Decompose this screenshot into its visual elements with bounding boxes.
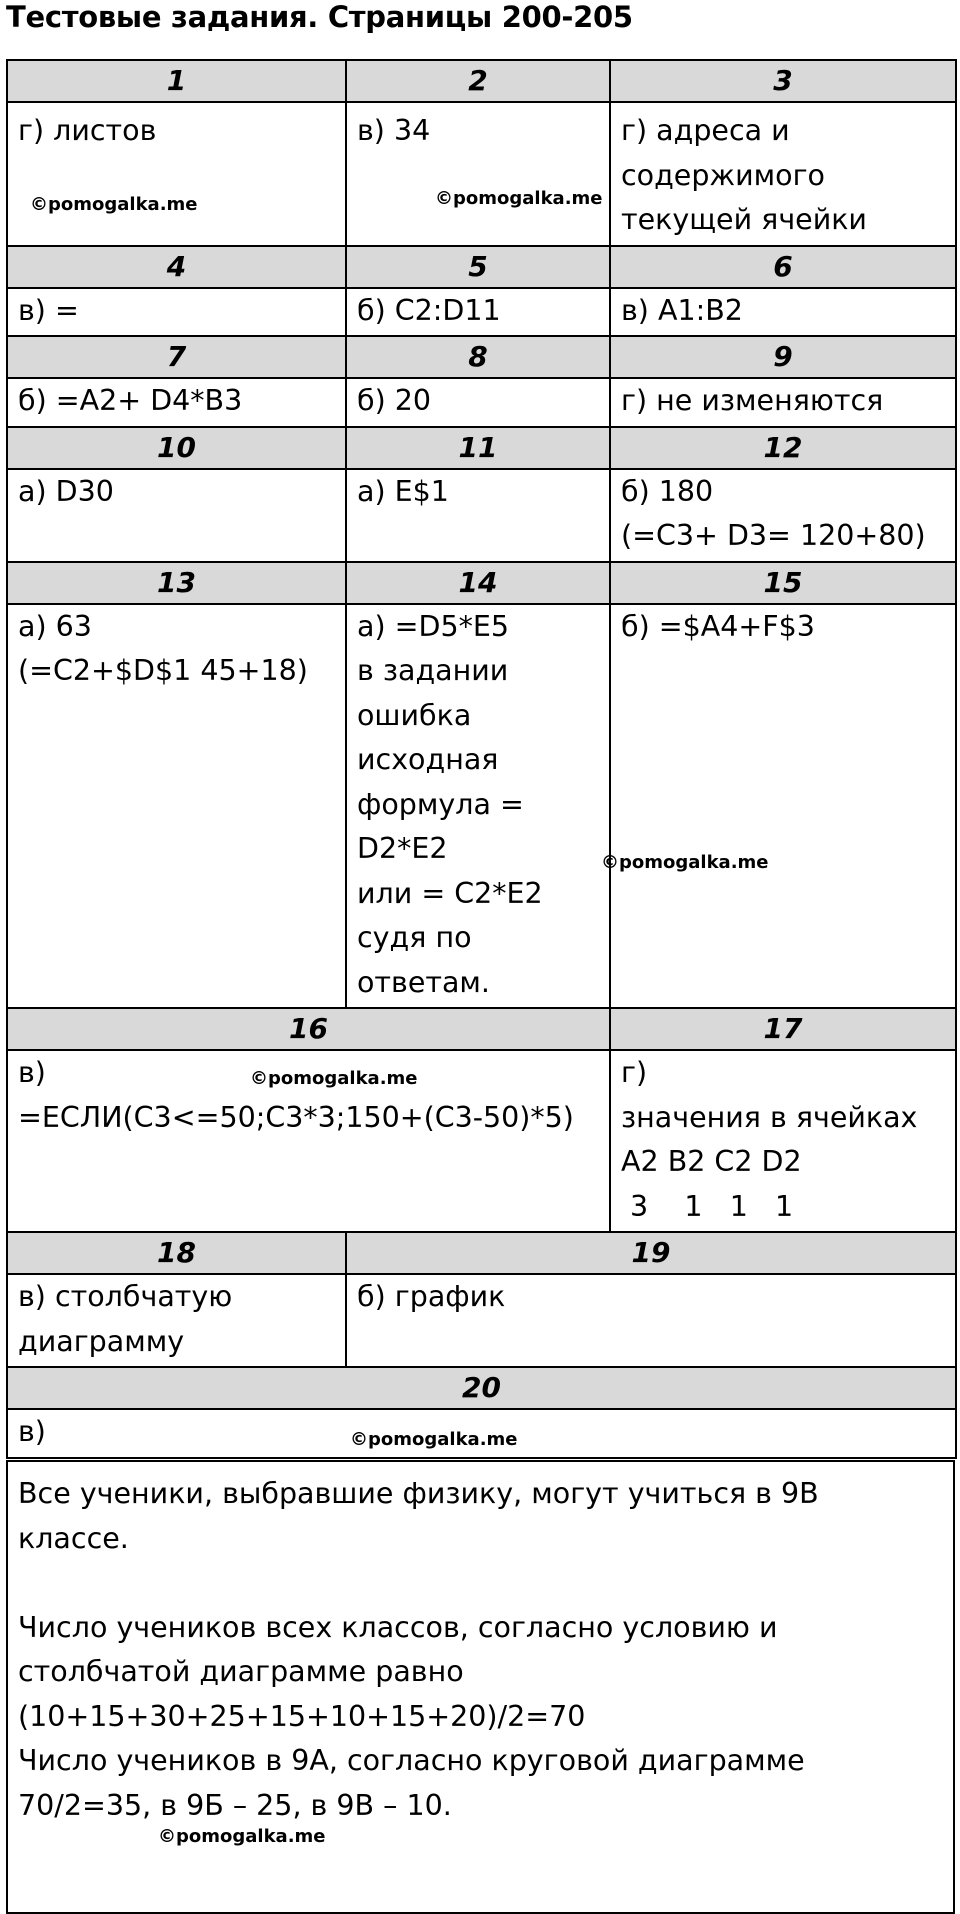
explanation-line: столбчатой диаграмме равно [18, 1655, 464, 1688]
answer-cell: б) =$А4+F$3 ©pomogalka.me [610, 604, 956, 1009]
header-row [7, 60, 956, 102]
question-number: 15 [610, 562, 956, 604]
answer-cell: а) D30 [7, 469, 346, 562]
answer-cell: а) =D5*E5 в задании ошибка исходная формула = D2*E2 или = C2*E2 судя по ответам. [346, 604, 610, 1009]
answer-cell: г) не изменяются [610, 378, 956, 427]
answer-cell: а) Е$1 [346, 469, 610, 562]
header-row [7, 1367, 956, 1409]
answer-cell: в) =ЕСЛИ(С3<=50;С3*3;150+(С3-50)*5) ©pomogalka.me [7, 1050, 610, 1232]
header-row [7, 427, 956, 469]
page-title: Тестовые задания. Страницы 200-205 [6, 0, 633, 34]
answer-cell: г) адреса и содержимого текущей ячейки [610, 102, 956, 246]
answer-cell: б) =А2+ D4*В3 [7, 378, 346, 427]
explanation-line: (10+15+30+25+15+10+15+20)/2=70 [18, 1699, 586, 1733]
answer-cell: в) = [7, 288, 346, 337]
answer-cell: б) 20 [346, 378, 610, 427]
question-number: 10 [7, 427, 346, 469]
answer-cell: б) 180 (=С3+ D3= 120+80) [610, 469, 956, 562]
question-number: 5 [346, 246, 610, 288]
explanation-line: Число учеников всех классов, согласно условию и [18, 1610, 778, 1644]
question-number: 4 [7, 246, 346, 288]
answer-cell: а) 63 (=С2+$D$1 45+18) [7, 604, 346, 1009]
explanation-text [18, 1472, 819, 1828]
answer-row [7, 1050, 956, 1232]
question-number: 9 [610, 336, 956, 378]
answer-row [7, 288, 956, 337]
question-number: 7 [7, 336, 346, 378]
explanation-line [18, 1561, 819, 1606]
answer-cell: в) А1:В2 [610, 288, 956, 337]
question-number: 3 [610, 60, 956, 102]
question-number: 2 [346, 60, 610, 102]
answer-cell: в) столбчатую диаграмму [7, 1274, 346, 1367]
explanation-box [6, 1460, 955, 1914]
watermark: ©pomogalka.me [350, 1429, 518, 1450]
answer-cell: г) листов ©pomogalka.me [7, 102, 346, 246]
header-row [7, 336, 956, 378]
question-number: 14 [346, 562, 610, 604]
answer-cell: г) значения в ячейках A2 B2 C2 D2 3 1 1 1 [610, 1050, 956, 1232]
answers-table [6, 59, 957, 1459]
question-number: 12 [610, 427, 956, 469]
watermark: ©pomogalka.me [435, 188, 603, 209]
question-number: 20 [7, 1367, 956, 1409]
watermark: ©pomogalka.me [601, 851, 769, 873]
answer-cell: в) ©pomogalka.me [7, 1409, 956, 1458]
question-number: 19 [346, 1232, 956, 1274]
watermark: ©pomogalka.me [158, 1826, 326, 1847]
question-number: 13 [7, 562, 346, 604]
answer-cell: б) С2:D11 [346, 288, 610, 337]
answer-row [7, 604, 956, 1009]
answer-row [7, 1274, 956, 1367]
answer-row [7, 378, 956, 427]
watermark: ©pomogalka.me [250, 1068, 418, 1089]
explanation-line: классе. [18, 1521, 129, 1555]
watermark: ©pomogalka.me [30, 194, 198, 215]
question-number: 16 [7, 1008, 610, 1050]
question-number: 1 [7, 60, 346, 102]
explanation-line: 70/2=35, в 9Б – 25, в 9В – 10. [18, 1788, 452, 1822]
question-number: 8 [346, 336, 610, 378]
header-row [7, 562, 956, 604]
explanation-line: Все ученики, выбравшие физику, могут учиться в 9В [18, 1477, 819, 1510]
answer-cell: в) 34 ©pomogalka.me [346, 102, 610, 246]
answer-cell: б) график [346, 1274, 956, 1367]
question-number: 6 [610, 246, 956, 288]
header-row [7, 1232, 956, 1274]
question-number: 11 [346, 427, 610, 469]
answer-row [7, 1409, 956, 1458]
header-row [7, 1008, 956, 1050]
question-number: 18 [7, 1232, 346, 1274]
explanation-line: Число учеников в 9А, согласно круговой диаграмме [18, 1744, 805, 1777]
answer-row [7, 102, 956, 246]
header-row [7, 246, 956, 288]
question-number: 17 [610, 1008, 956, 1050]
answer-row [7, 469, 956, 562]
